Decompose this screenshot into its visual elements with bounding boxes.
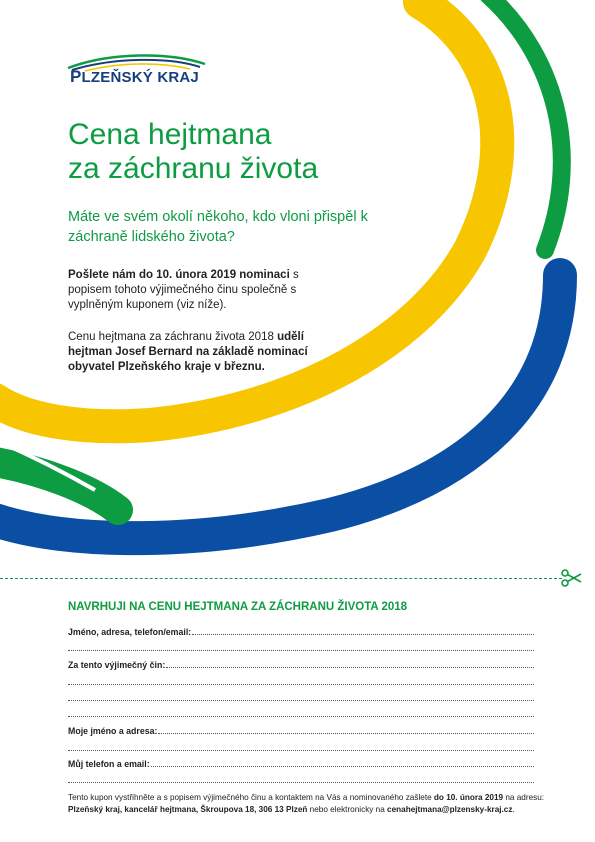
field-deed-line-2[interactable] — [68, 673, 534, 687]
logo-text: PLZEŇSKÝ KRAJ — [70, 67, 199, 86]
footer-text: nebo elektronicky na — [307, 805, 388, 814]
dotted-line[interactable] — [68, 716, 534, 717]
paragraph-award-intro: Cenu hejtmana za záchranu života 2018 — [68, 331, 274, 343]
field-my-contact[interactable] — [68, 755, 534, 769]
footer-address: Plzeňský kraj, kancelář hejtmana, Škroupova 18, 306 13 Plzeň — [68, 805, 308, 814]
field-my-name[interactable] — [68, 722, 534, 736]
field-nominee-line[interactable] — [192, 634, 534, 635]
field-nominee[interactable] — [68, 623, 534, 637]
field-my-name-line-2[interactable] — [68, 739, 534, 753]
footer-text: . — [512, 805, 515, 814]
field-my-contact-label: Můj telefon a email: — [68, 759, 150, 769]
footer-text: na adresu: — [503, 793, 545, 802]
field-deed[interactable] — [68, 656, 534, 670]
field-deed-label: Za tento výjimečný čin: — [68, 660, 166, 670]
dotted-line[interactable] — [68, 700, 534, 701]
page-title — [68, 118, 318, 186]
dotted-line[interactable] — [68, 782, 534, 783]
footer-deadline: do 10. února 2019 — [433, 793, 504, 802]
footer-instructions — [68, 792, 548, 816]
subtitle: Máte ve svém okolí někoho, kdo vloni přispěl k záchraně lidského života? — [68, 209, 368, 245]
field-deed-line-3[interactable] — [68, 689, 534, 703]
paragraph-deadline-bold: Pošlete nám do 10. února 2019 nominaci — [68, 269, 290, 281]
dotted-line[interactable] — [68, 684, 534, 685]
field-nominee-line-2[interactable] — [68, 639, 534, 653]
footer-text: Tento kupon vystřihněte a s popisem výjimečného činu a kontaktem na Vás a nominovaného zašlete — [68, 793, 434, 802]
plzensky-kraj-logo — [60, 50, 210, 90]
scissors-icon — [561, 569, 583, 587]
paragraph-deadline — [68, 268, 328, 313]
cut-line — [0, 578, 562, 579]
dotted-line[interactable] — [68, 650, 534, 651]
field-deed-line[interactable] — [166, 667, 534, 668]
paragraph-award-bold: udělí hejtman Josef Bernard na základě nominací obyvatel Plzeňského kraje v březnu. — [68, 331, 308, 373]
paragraph-award — [68, 330, 328, 375]
field-my-name-line[interactable] — [158, 733, 534, 734]
field-my-name-label: Moje jméno a adresa: — [68, 726, 158, 736]
title-line-1: Cena hejtmana — [68, 118, 272, 151]
field-my-contact-line[interactable] — [151, 766, 534, 767]
paragraph-deadline-rest: s popisem tohoto výjimečného činu společně s vyplněným kuponem (viz níže). — [68, 269, 299, 311]
title-line-2: za záchranu života — [68, 152, 319, 185]
field-my-contact-line-2[interactable] — [68, 771, 534, 785]
coupon-heading: NAVRHUJI NA CENU HEJTMANA ZA ZÁCHRANU ŽIVOTA 2018 — [68, 601, 408, 613]
field-nominee-label: Jméno, adresa, telefon/email: — [68, 627, 192, 637]
field-deed-line-4[interactable] — [68, 705, 534, 719]
dotted-line[interactable] — [68, 750, 534, 751]
footer-email[interactable]: cenahejtmana@plzensky-kraj.cz — [387, 805, 513, 814]
